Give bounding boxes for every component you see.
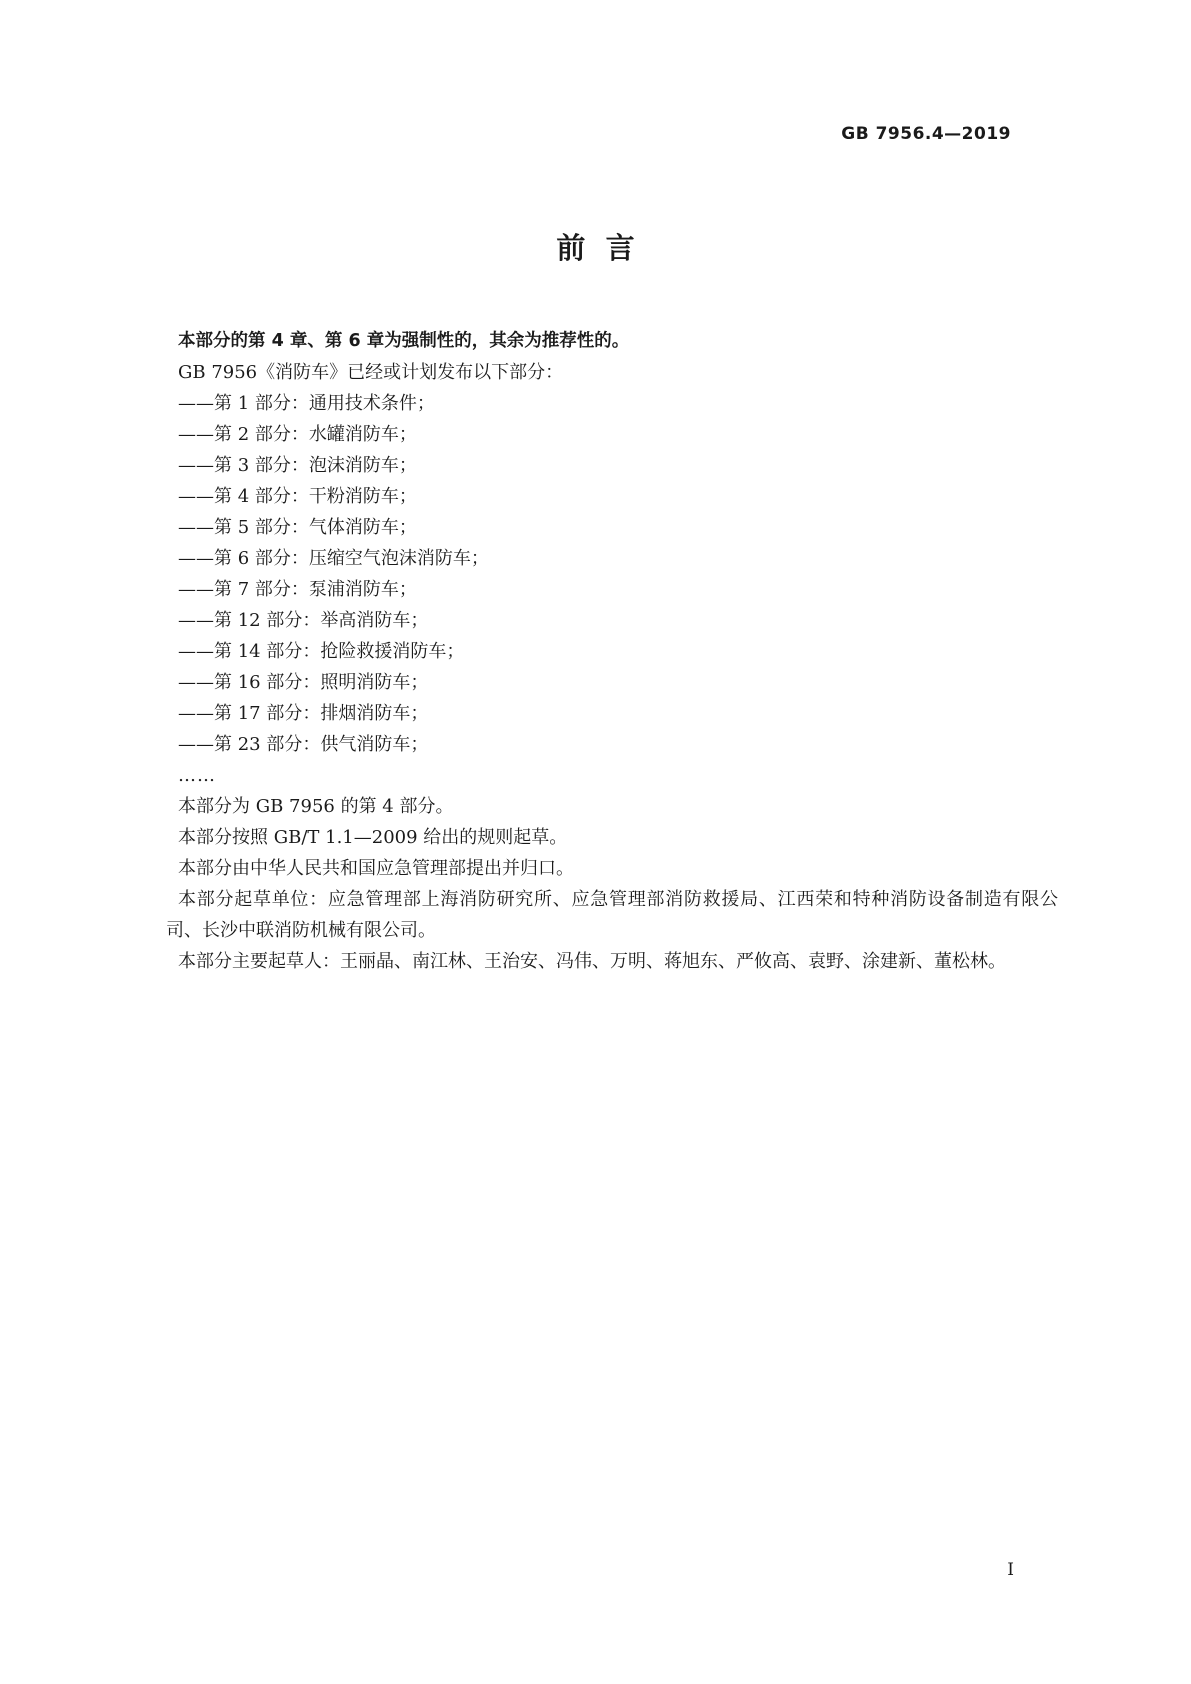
drafting-units: 本部分起草单位：应急管理部上海消防研究所、应急管理部消防救援局、江西荣和特种消防设备制造有限公司、长沙中联消防机械有限公司。 (166, 889, 1058, 941)
list-item: ——第 14 部分：抢险救援消防车； (178, 641, 465, 662)
list-item: ——第 17 部分：排烟消防车； (178, 703, 429, 724)
list-item: ——第 3 部分：泡沫消防车； (178, 455, 417, 476)
page-number: I (1007, 1560, 1014, 1580)
series-intro: GB 7956《消防车》已经或计划发布以下部分： (178, 362, 564, 383)
drafting-rules: 本部分按照 GB/T 1.1—2009 给出的规则起草。 (178, 827, 568, 848)
list-item: ——第 4 部分：干粉消防车； (178, 486, 417, 507)
list-item: ——第 2 部分：水罐消防车； (178, 424, 417, 445)
main-drafters: 本部分主要起草人：王丽晶、南江林、王治安、冯伟、万明、蒋旭东、严攸高、袁野、涂建新、董松林。 (178, 951, 1006, 972)
list-item: ——第 6 部分：压缩空气泡沫消防车； (178, 548, 489, 569)
document-code: GB 7956.4—2019 (841, 124, 1011, 144)
list-item: ——第 5 部分：气体消防车； (178, 517, 417, 538)
page-title: 前 言 (556, 231, 635, 265)
parts-list (178, 388, 1058, 791)
foreword-body (166, 326, 1058, 977)
mandatory-statement: 本部分的第 4 章、第 6 章为强制性的，其余为推荐性的。 (178, 331, 630, 351)
list-item: ——第 12 部分：举高消防车； (178, 610, 429, 631)
list-item: ——第 23 部分：供气消防车； (178, 734, 429, 755)
list-ellipsis: …… (178, 765, 216, 786)
list-item: ——第 7 部分：泵浦消防车； (178, 579, 417, 600)
list-item: ——第 16 部分：照明消防车； (178, 672, 429, 693)
this-part-statement: 本部分为 GB 7956 的第 4 部分。 (178, 796, 454, 817)
proposed-by: 本部分由中华人民共和国应急管理部提出并归口。 (178, 858, 574, 879)
list-item: ——第 1 部分：通用技术条件； (178, 393, 435, 414)
